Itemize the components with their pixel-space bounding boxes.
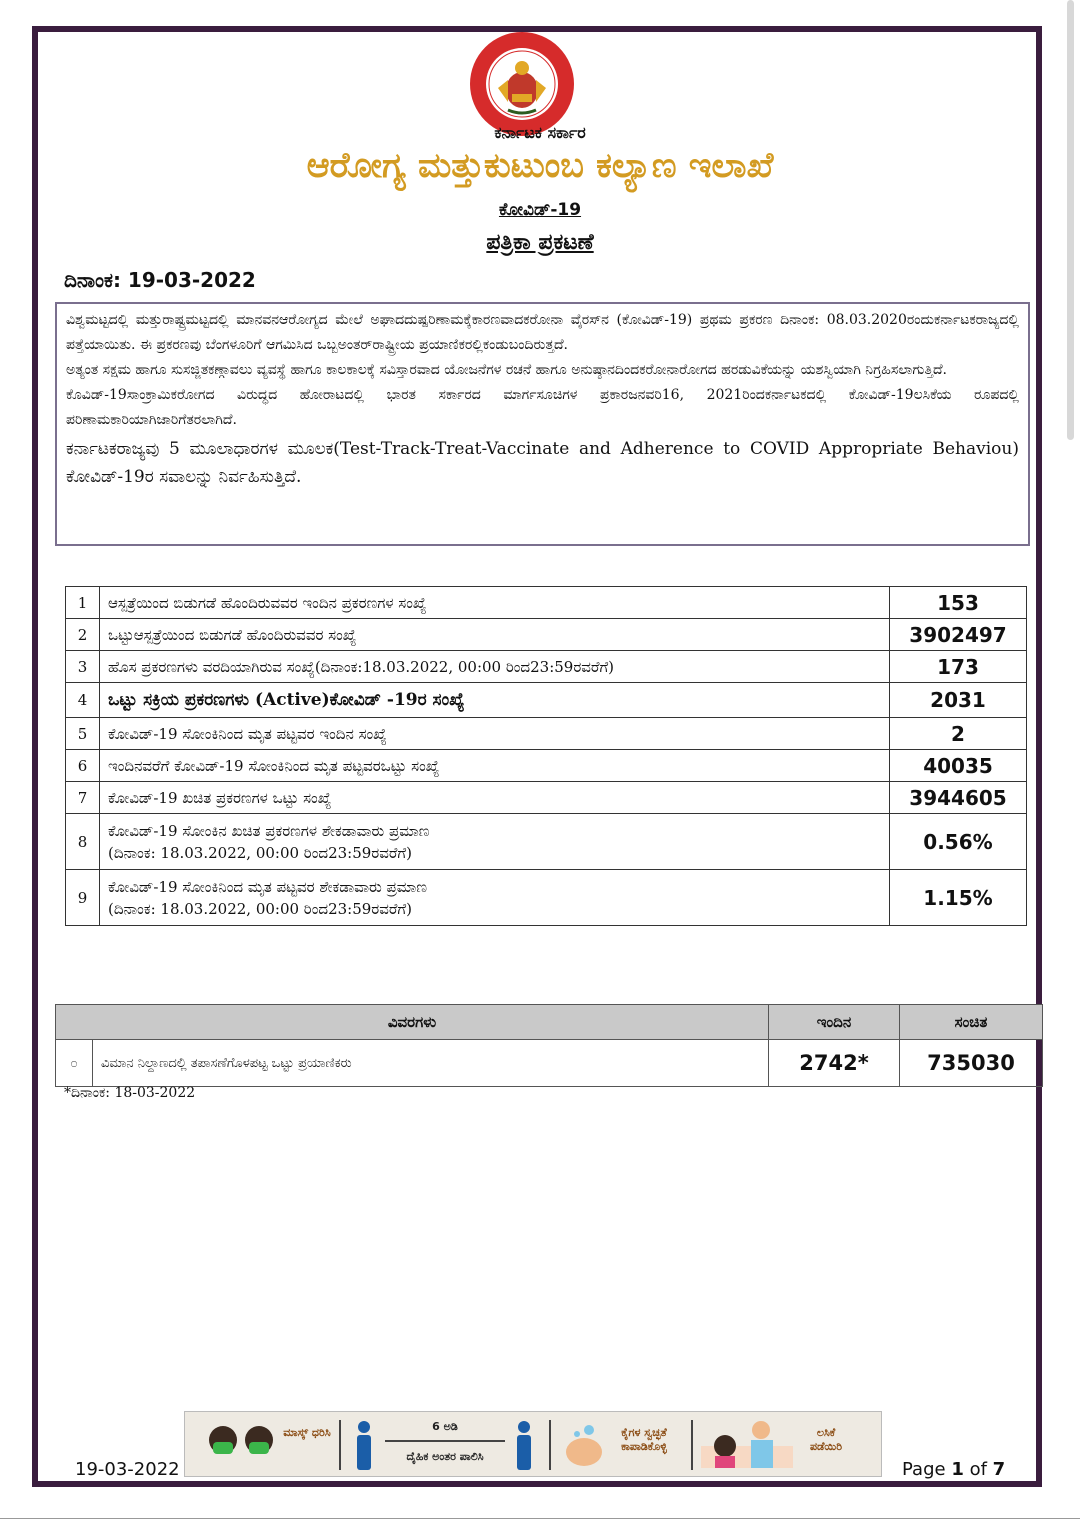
- row-value: 173: [890, 651, 1027, 683]
- banner-divider: [339, 1420, 341, 1470]
- row-label: [100, 870, 890, 926]
- row-value: 153: [890, 587, 1027, 619]
- row-number: 2: [66, 619, 100, 651]
- person-icon: [351, 1420, 377, 1472]
- row-number: 1: [66, 587, 100, 619]
- row-value: 2031: [890, 683, 1027, 718]
- bottom-divider: [0, 1518, 1080, 1519]
- distance-arrow-icon: [385, 1440, 505, 1442]
- row-label: ಕೋವಿಡ್-19 ಸೋಂಕಿನಿಂದ ಮೃತ ಪಟ್ಟವರ ಇಂದಿನ ಸಂಖ್ಯೆ: [100, 718, 890, 750]
- row-value: 1.15%: [890, 870, 1027, 926]
- intro-paragraph-1: ವಿಶ್ವಮಟ್ಟದಲ್ಲಿ ಮತ್ತುರಾಷ್ಟ್ರಮಟ್ಟದಲ್ಲಿ ಮಾನವನಆರೋಗ್ಯದ ಮೇಲೆ ಅಘಾದದುಷ್ಪರಿಣಾಮಕ್ಕೆಕಾರಣವಾದಕರೋನಾ ವೈರಸ್‌ನ (ಕೋವಿಡ್-19) ಪ್ರಥಮ ಪ್ರಕರಣ ದಿನಾಂಕ: 08.03.2020ರಂದುಕರ್ನಾಟಕರಾಜ್ಯದಲ್ಲಿ ಪತ್ತೆಯಾಯಿತು. ಈ ಪ್ರಕರಣವು ಬೆಂಗಳೂರಿಗೆ ಆಗಮಿಸಿದ ಒಬ್ಬಅಂತರ್‌ರಾಷ್ಟ್ರೀಯ ಪ್ರಯಾಣಿಕರಲ್ಲಿಕಂಡುಬಂದಿರುತ್ತದೆ.: [66, 312, 1019, 353]
- row-label-line-1: ಕೋವಿಡ್-19 ಸೋಂಕಿನ ಖಚಿತ ಪ್ರಕರಣಗಳ ಶೇಕಡಾವಾರು ಪ್ರಮಾಣ: [108, 821, 430, 840]
- row-number: 9: [66, 870, 100, 926]
- row-label-line-2: (ದಿನಾಂಕ: 18.03.2022, 00:00 ರಿಂದ23:59ರವರೆಗೆ): [108, 899, 412, 918]
- intro-box: [55, 302, 1030, 546]
- vaccination-icon: [701, 1418, 793, 1472]
- row-number: 7: [66, 782, 100, 814]
- intro-paragraph-2: ಅತ್ಯಂತ ಸಕ್ಷಮ ಹಾಗೂ ಸುಸಜ್ಜಿತಕಣ್ಗಾವಲು ವ್ಯವಸ್ಥೆ ಹಾಗೂ ಕಾಲಕಾಲಕ್ಕೆ ಸವಿಸ್ತಾರವಾದ ಯೋಜನೆಗಳ ರಚನೆ ಹಾಗೂ ಅನುಷ್ಠಾನದಿಂದಕರೋನಾರೋಗದ ಹರಡುವಿಕೆಯನ್ನು ಯಶಸ್ವಿಯಾಗಿ ನಿಗ್ರಹಿಸಲಾಗುತ್ತಿದೆ.: [66, 362, 948, 378]
- release-date: ದಿನಾಂಕ: 19-03-2022: [64, 268, 256, 292]
- intro-paragraph-3: ಕೊವಿಡ್-19ಸಾಂಕ್ರಾಮಿಕರೋಗದ ವಿರುದ್ಧದ ಹೋರಾಟದಲ್ಲಿ ಭಾರತ ಸರ್ಕಾರದ ಮಾರ್ಗಸೂಚಿಗಳ ಪ್ರಕಾರಜನವರಿ16, 2021ರಿಂದಕರ್ನಾಟಕದಲ್ಲಿ ಕೋವಿಡ್-19ಲಸಿಕೆಯ ರೂಪದಲ್ಲಿ ಪರಿಣಾಮಕಾರಿಯಾಗಿಜಾರಿಗೆತರಲಾಗಿದೆ.: [66, 387, 1019, 428]
- row-number: 5: [66, 718, 100, 750]
- banner-divider: [691, 1420, 693, 1470]
- table-row: [66, 782, 1027, 814]
- page-current: 1: [951, 1459, 964, 1480]
- row-label-line-2: (ದಿನಾಂಕ: 18.03.2022, 00:00 ರಿಂದ23:59ರವರೆಗೆ): [108, 843, 412, 862]
- person-icon: [511, 1420, 537, 1472]
- airport-screening-table: [55, 1004, 1043, 1087]
- page-prefix: Page: [902, 1459, 952, 1480]
- press-release-heading: ಪತ್ರಿಕಾ ಪ್ರಕಟಣೆ: [486, 230, 594, 255]
- mask-caption: ಮಾಸ್ಕ್ ಧರಿಸಿ: [283, 1426, 331, 1439]
- intro-paragraph-4: ಕರ್ನಾಟಕರಾಜ್ಯವು 5 ಮೂಲಾಧಾರಗಳ ಮೂಲಕ(Test-Track-Treat-Vaccinate and Adherence to COVID Appropriate Behaviou) ಕೋವಿಡ್-19ರ ಸವಾಲನ್ನು ನಿರ್ವಹಿಸುತ್ತಿದೆ.: [66, 439, 1019, 487]
- row-number: 4: [66, 683, 100, 718]
- government-name: ಕರ್ನಾಟಕ ಸರ್ಕಾರ: [494, 123, 586, 142]
- row-number: 3: [66, 651, 100, 683]
- row-label: [100, 814, 890, 870]
- table-row: [66, 718, 1027, 750]
- department-title: ಆರೋಗ್ಯ ಮತ್ತುಕುಟುಂಬ ಕಲ್ಯಾಣ ಇಲಾಖೆ: [306, 146, 774, 186]
- vaccine-caption: ಲಸಿಕೆ ಪಡೆಯಿರಿ: [809, 1426, 843, 1453]
- row-value: 40035: [890, 750, 1027, 782]
- page-of: of: [963, 1459, 993, 1480]
- row-today-value: 2742*: [769, 1040, 900, 1087]
- row-label: ವಿಮಾನ ನಿಲ್ದಾಣದಲ್ಲಿ ತಪಾಸಣೆಗೊಳಪಟ್ಟ ಒಟ್ಟು ಪ್ರಯಾಣಿಕರು: [93, 1040, 769, 1087]
- covid-stats-table: [65, 586, 1027, 926]
- row-value: 3944605: [890, 782, 1027, 814]
- distance-caption-bottom: ದೈಹಿಕ ಅಂತರ ಪಾಲಿಸಿ: [406, 1450, 484, 1463]
- row-value: 0.56%: [890, 814, 1027, 870]
- header-today: ಇಂದಿನ: [769, 1005, 900, 1040]
- row-label: ಆಸ್ಪತ್ರೆಯಿಂದ ಬಿಡುಗಡೆ ಹೊಂದಿರುವವರ ಇಂದಿನ ಪ್ರಕರಣಗಳ ಸಂಖ್ಯೆ: [100, 587, 890, 619]
- subject-heading: ಕೋವಿಡ್-19: [498, 200, 582, 220]
- row-label: ಕೋವಿಡ್-19 ಖಚಿತ ಪ್ರಕರಣಗಳ ಒಟ್ಟು ಸಂಖ್ಯೆ: [100, 782, 890, 814]
- hands-caption: ಕೈಗಳ ಸ್ವಚ್ಛತೆ ಕಾಪಾಡಿಕೊಳ್ಳಿ: [621, 1426, 667, 1453]
- row-label: ಹೊಸ ಪ್ರಕರಣಗಳು ವರದಿಯಾಗಿರುವ ಸಂಖ್ಯೆ(ದಿನಾಂಕ:18.03.2022, 00:00 ರಿಂದ23:59ರವರೆಗೆ): [100, 651, 890, 683]
- table-row: [66, 651, 1027, 683]
- row-label-line-1: ಕೋವಿಡ್-19 ಸೋಂಕಿನಿಂದ ಮೃತ ಪಟ್ಟವರ ಶೇಕಡಾವಾರು ಪ್ರಮಾಣ: [108, 877, 427, 896]
- row-cumulative-value: 735030: [900, 1040, 1043, 1087]
- table-row: [66, 870, 1027, 926]
- row-label: ಇಂದಿನವರೆಗೆ ಕೋವಿಡ್-19 ಸೋಂಕಿನಿಂದ ಮೃತ ಪಟ್ಟವರಒಟ್ಟು ಸಂಖ್ಯೆ: [100, 750, 890, 782]
- scrollbar[interactable]: [1067, 0, 1074, 440]
- airport-footnote: *ದಿನಾಂಕ: 18-03-2022: [64, 1085, 196, 1101]
- covid-guidelines-banner: [184, 1411, 882, 1477]
- table-row: [66, 750, 1027, 782]
- table-row: [66, 587, 1027, 619]
- page-total: 7: [992, 1459, 1006, 1480]
- footer-date: 19-03-2022: [75, 1459, 180, 1480]
- row-number: 6: [66, 750, 100, 782]
- hand-wash-icon: [559, 1420, 609, 1470]
- header-details: ವಿವರಗಳು: [56, 1005, 769, 1040]
- row-label: ಒಟ್ಟು ಸಕ್ರಿಯ ಪ್ರಕರಣಗಳು (Active)ಕೋವಿಡ್ -19ರ ಸಂಖ್ಯೆ: [100, 683, 890, 718]
- row-number: 8: [66, 814, 100, 870]
- table-row: [56, 1040, 1043, 1087]
- banner-divider: [549, 1420, 551, 1470]
- page-indicator: [902, 1459, 1005, 1480]
- row-number: ೦: [56, 1040, 93, 1087]
- row-value: 2: [890, 718, 1027, 750]
- karnataka-emblem-logo: [468, 30, 576, 138]
- table-row: [66, 619, 1027, 651]
- distance-caption-top: 6 ಅಡಿ: [432, 1420, 458, 1433]
- header-cumulative: ಸಂಚಿತ: [900, 1005, 1043, 1040]
- row-label: ಒಟ್ಟುಆಸ್ಪತ್ರೆಯಿಂದ ಬಿಡುಗಡೆ ಹೊಂದಿರುವವರ ಸಂಖ್ಯೆ: [100, 619, 890, 651]
- mask-faces-icon: [201, 1422, 281, 1470]
- table-row: [66, 814, 1027, 870]
- table-header-row: [56, 1005, 1043, 1040]
- row-value: 3902497: [890, 619, 1027, 651]
- table-row: [66, 683, 1027, 718]
